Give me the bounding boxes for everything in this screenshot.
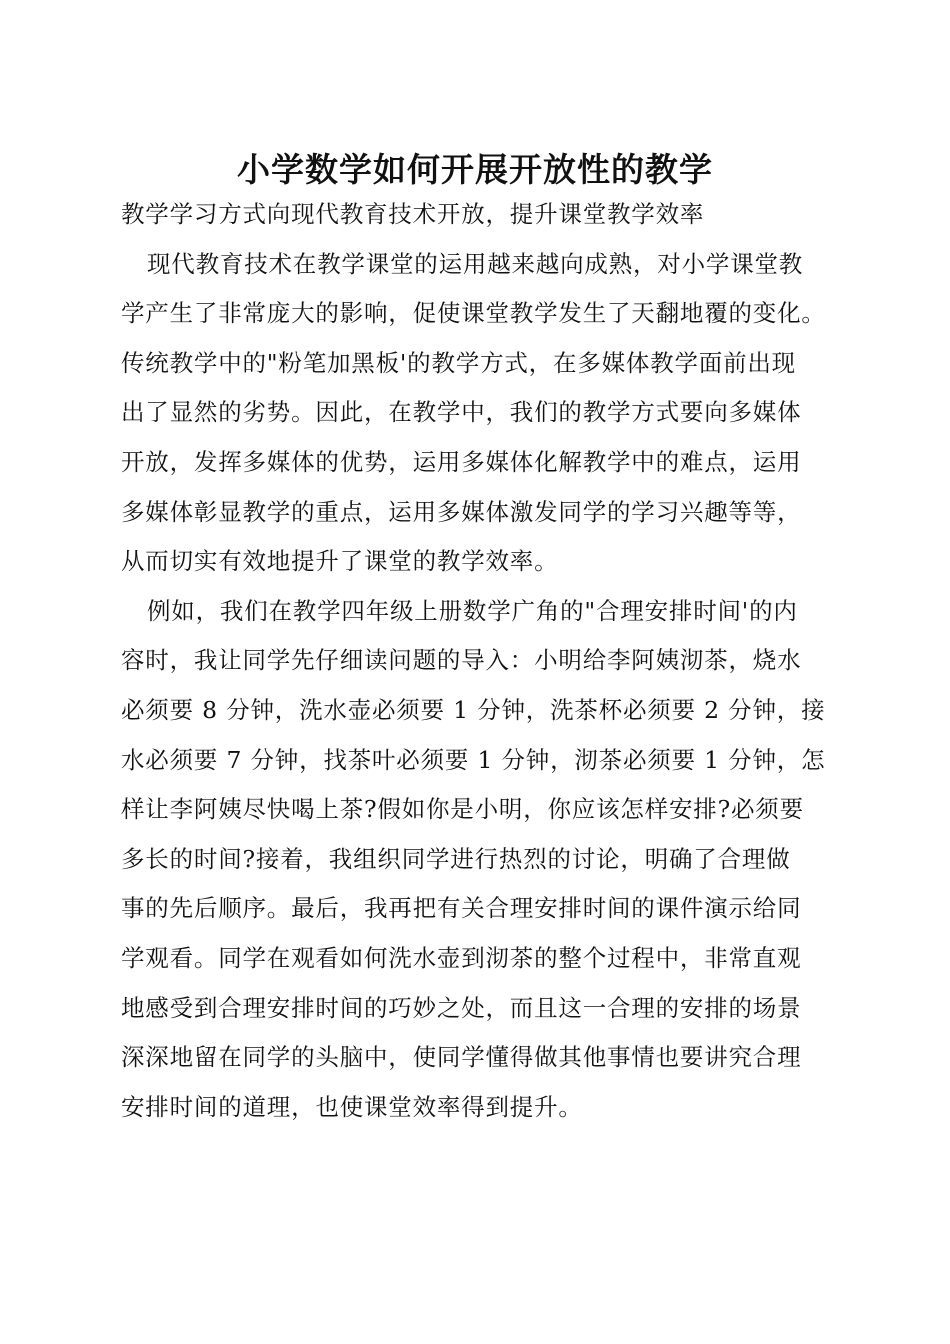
text-line: 容时，我让同学先仔细读问题的导入：小明给李阿姨沏茶，烧水 xyxy=(121,646,802,675)
text-line: 开放，发挥多媒体的优势，运用多媒体化解教学中的难点，运用 xyxy=(121,447,802,476)
text-line: 多媒体彰显教学的重点，运用多媒体激发同学的学习兴趣等等， xyxy=(121,497,802,526)
text-line: 多长的时间?接着，我组织同学进行热烈的讨论，明确了合理做 xyxy=(121,844,791,873)
text-line: 事的先后顺序。最后，我再把有关合理安排时间的课件演示给同 xyxy=(121,894,802,923)
text-line: 水必须要 7 分钟，找茶叶必须要 1 分钟，沏茶必须要 1 分钟，怎 xyxy=(121,745,826,774)
text-line: 教学学习方式向现代教育技术开放，提升课堂教学效率 xyxy=(121,200,705,228)
text-line: 例如，我们在教学四年级上册数学广角的"合理安排时间'的内 xyxy=(147,596,798,625)
text-line: 安排时间的道理，也使课堂效率得到提升。 xyxy=(121,1092,583,1121)
document-body xyxy=(121,190,837,1132)
text-line: 传统教学中的"粉笔加黑板'的教学方式，在多媒体教学面前出现 xyxy=(121,348,796,377)
text-line: 出了显然的劣势。因此，在教学中，我们的教学方式要向多媒体 xyxy=(121,398,802,427)
text-line: 必须要 8 分钟，洗水壶必须要 1 分钟，洗茶杯必须要 2 分钟，接 xyxy=(121,695,826,724)
text-line: 从而切实有效地提升了课堂的教学效率。 xyxy=(121,547,559,576)
text-line: 学产生了非常庞大的影响，促使课堂教学发生了天翻地覆的变化。 xyxy=(121,299,826,328)
text-line: 现代教育技术在教学课堂的运用越来越向成熟，对小学课堂教 xyxy=(147,249,804,278)
document-title: 小学数学如何开展开放性的教学 xyxy=(237,150,713,189)
text-line: 深深地留在同学的头脑中，使同学懂得做其他事情也要讲究合理 xyxy=(121,1043,802,1072)
text-line: 地感受到合理安排时间的巧妙之处，而且这一合理的安排的场景 xyxy=(121,993,802,1022)
text-line: 样让李阿姨尽快喝上茶?假如你是小明，你应该怎样安排?必须要 xyxy=(121,795,804,824)
text-line: 学观看。同学在观看如何洗水壶到沏茶的整个过程中，非常直观 xyxy=(121,943,802,972)
